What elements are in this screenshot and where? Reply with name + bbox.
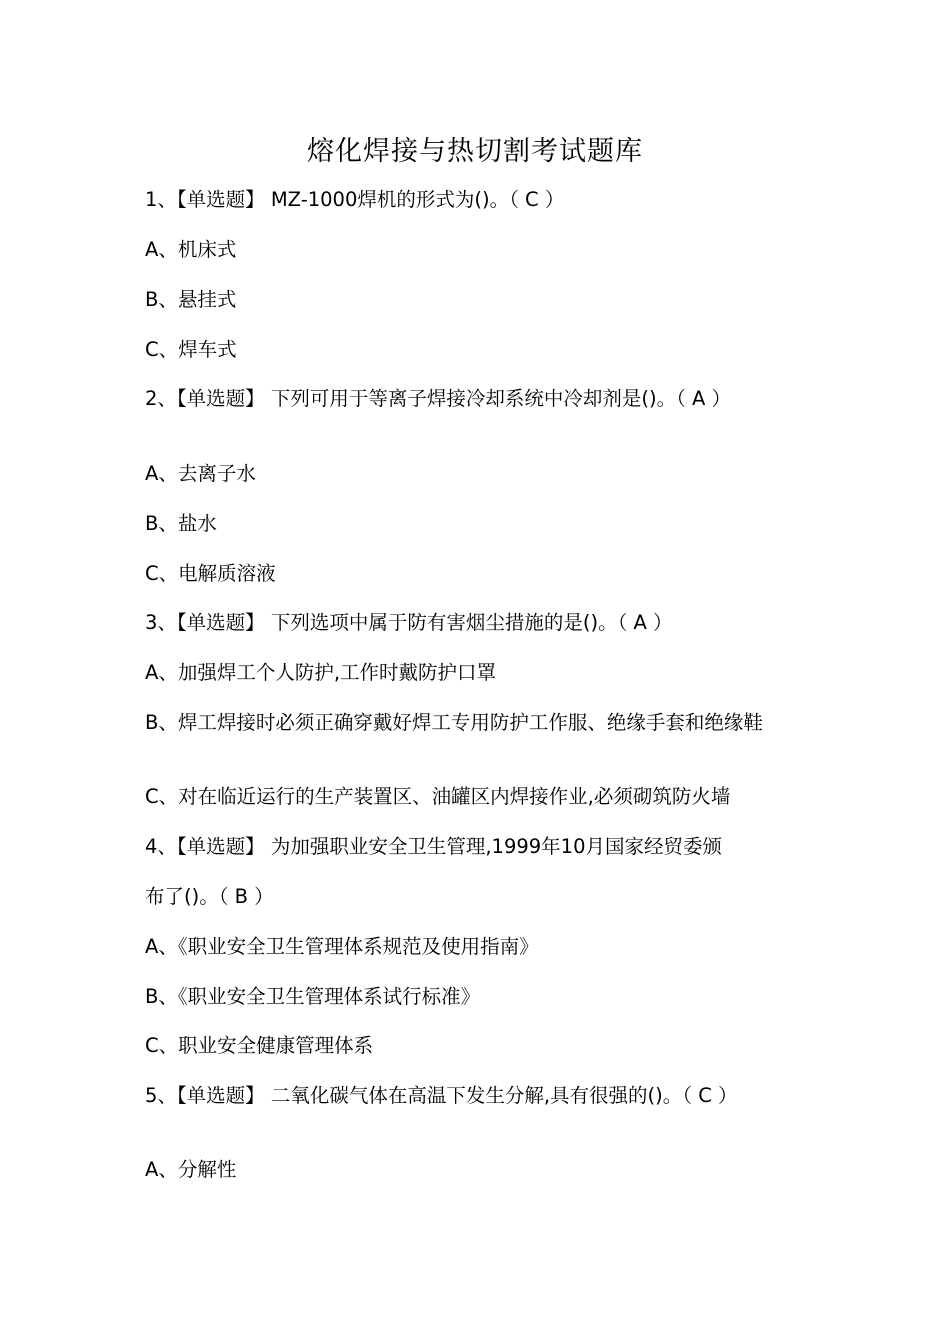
- question-2-option-a: A、去离子水: [145, 462, 256, 485]
- question-5: 5、【单选题】 二氧化碳气体在高温下发生分解,具有很强的()。（ C ）: [145, 1084, 738, 1107]
- question-2-option-b: B、盐水: [145, 512, 217, 535]
- question-1-option-b: B、悬挂式: [145, 288, 237, 311]
- question-4-option-b: B、《职业安全卫生管理体系试行标准》: [145, 985, 481, 1008]
- question-4-option-a: A、《职业安全卫生管理体系规范及使用指南》: [145, 935, 539, 958]
- question-4-option-c: C、职业安全健康管理体系: [145, 1034, 374, 1057]
- question-1: 1、【单选题】 MZ-1000焊机的形式为()。（ C ）: [145, 188, 565, 211]
- question-3-option-c: C、对在临近运行的生产装置区、油罐区内焊接作业,必须砌筑防火墙: [145, 785, 731, 808]
- question-2: 2、【单选题】 下列可用于等离子焊接冷却系统中冷却剂是()。（ A ）: [145, 387, 732, 410]
- question-3: 3、【单选题】 下列选项中属于防有害烟尘措施的是()。（ A ）: [145, 611, 673, 634]
- question-5-option-a: A、分解性: [145, 1158, 237, 1181]
- question-2-option-c: C、电解质溶液: [145, 562, 276, 585]
- question-3-option-b: B、焊工焊接时必须正确穿戴好焊工专用防护工作服、绝缘手套和绝缘鞋: [145, 711, 763, 734]
- question-3-option-a: A、加强焊工个人防护,工作时戴防护口罩: [145, 661, 497, 684]
- question-4: 4、【单选题】 为加强职业安全卫生管理,1999年10月国家经贸委颁: [145, 835, 722, 858]
- question-4-continuation: 布了()。（ B ）: [145, 885, 274, 908]
- question-1-option-a: A、机床式: [145, 238, 237, 261]
- document-title: 熔化焊接与热切割考试题库: [307, 136, 643, 167]
- question-1-option-c: C、焊车式: [145, 338, 237, 361]
